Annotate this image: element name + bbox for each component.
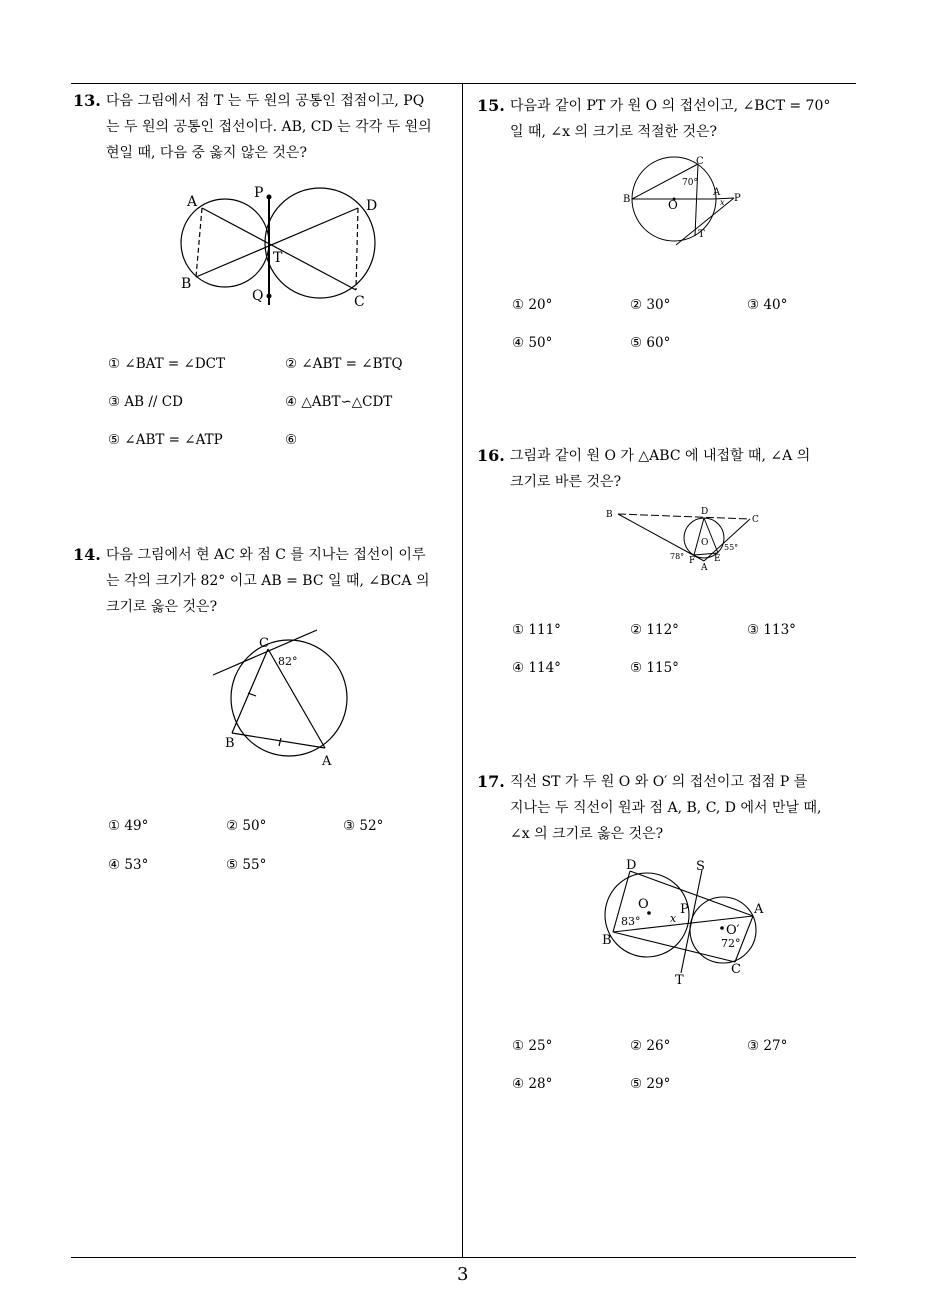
q13-label-C: C [354, 294, 365, 310]
q14-option-5[interactable]: ⑤ 55° [226, 857, 267, 873]
q17-angle-72: 72° [721, 937, 741, 950]
q17-angle-83: 83° [621, 915, 641, 928]
q14-angle: 82° [278, 655, 298, 668]
q13-line2: 는 두 원의 공통인 접선이다. AB, CD 는 각각 두 원의 [106, 119, 432, 135]
q13-left-circle [181, 199, 269, 287]
q14-label-A: A [322, 754, 332, 769]
q16-option-5[interactable]: ⑤ 115° [630, 660, 679, 676]
q17-label-x: x [670, 912, 677, 925]
page-number: 3 [457, 1264, 469, 1285]
q15-question [510, 93, 860, 145]
q13-number: 13. [73, 91, 101, 110]
q13-label-B: B [181, 276, 192, 292]
q16-question [510, 443, 860, 495]
q14-tick-BA [279, 738, 281, 746]
q17-label-O2: O′ [726, 923, 740, 938]
q13-point-P [267, 195, 272, 200]
q15-line1: 다음과 같이 PT 가 원 O 의 접선이고, ∠BCT = 70° [510, 98, 831, 114]
q15-number: 15. [477, 96, 505, 115]
q15-label-P: P [734, 193, 741, 204]
q17-option-1[interactable]: ① 25° [512, 1038, 553, 1054]
q15-option-2[interactable]: ② 30° [630, 297, 671, 313]
q17-label-B: B [602, 933, 612, 948]
q13-label-A: A [187, 194, 198, 210]
q13-question [106, 88, 456, 166]
q15-label-A: A [713, 187, 721, 198]
q17-option-4[interactable]: ④ 28° [512, 1076, 553, 1092]
q15-label-O: O [668, 198, 678, 212]
q16-option-3[interactable]: ③ 113° [747, 622, 796, 638]
bottom-rule [71, 1257, 856, 1258]
q17-line-BC [613, 932, 735, 962]
q16-line2: 크기로 바른 것은? [510, 474, 622, 490]
q14-line3: 크기로 옳은 것은? [106, 599, 218, 615]
q16-number: 16. [477, 446, 505, 465]
q13-option-4[interactable]: ④ △ABT∽△CDT [285, 394, 393, 410]
q13-label-D: D [366, 198, 378, 214]
q14-line1: 다음 그림에서 현 AC 와 점 C 를 지나는 접선이 이루 [106, 547, 426, 563]
q16-angle-78: 78° [670, 552, 685, 561]
q13-option-1[interactable]: ① ∠BAT = ∠DCT [108, 356, 226, 372]
q15-angle: 70° [682, 178, 698, 188]
column-divider [462, 83, 463, 1258]
top-rule [71, 83, 856, 84]
q13-line-AC [202, 208, 356, 290]
q15-option-1[interactable]: ① 20° [512, 297, 553, 313]
q14-option-3[interactable]: ③ 52° [343, 818, 384, 834]
q16-seg-DF [694, 518, 704, 555]
q17-option-5[interactable]: ⑤ 29° [630, 1076, 671, 1092]
q13-chord-AB [196, 208, 202, 277]
q14-question [106, 542, 456, 620]
q16-option-1[interactable]: ① 111° [512, 622, 561, 638]
q14-label-C: C [259, 636, 269, 651]
q15-option-3[interactable]: ③ 40° [747, 297, 788, 313]
q16-line1: 그림과 같이 원 O 가 △ABC 에 내접할 때, ∠A 의 [510, 448, 811, 464]
q13-option-6[interactable]: ⑥ [285, 432, 298, 448]
q14-number: 14. [73, 545, 101, 564]
q17-center-O2 [720, 926, 724, 930]
q13-line1: 다음 그림에서 점 T 는 두 원의 공통인 접점이고, PQ [106, 93, 425, 109]
q14-option-1[interactable]: ① 49° [108, 818, 149, 834]
q13-option-5[interactable]: ⑤ ∠ABT = ∠ATP [108, 432, 223, 448]
q13-option-2[interactable]: ② ∠ABT = ∠BTQ [285, 356, 403, 372]
q16-label-C: C [752, 515, 759, 525]
q14-option-4[interactable]: ④ 53° [108, 857, 149, 873]
q13-line3: 현일 때, 다음 중 옳지 않은 것은? [106, 145, 307, 161]
q17-option-3[interactable]: ③ 27° [747, 1038, 788, 1054]
q17-label-A: A [754, 902, 764, 917]
q15-label-T: T [698, 229, 705, 240]
q17-line3: ∠x 의 크기로 옳은 것은? [510, 826, 664, 842]
q13-label-T: T [273, 250, 283, 266]
q17-label-O: O [638, 897, 649, 912]
q16-label-O: O [701, 538, 709, 548]
q16-label-A: A [701, 563, 708, 573]
q16-option-4[interactable]: ④ 114° [512, 660, 561, 676]
q13-label-Q: Q [252, 288, 264, 304]
q17-label-D: D [626, 858, 637, 873]
q16-side-BA [618, 514, 704, 561]
q17-line1: 직선 ST 가 두 원 O 와 O′ 의 접선이고 접점 P 를 [510, 774, 808, 790]
q15-label-B: B [623, 194, 631, 205]
q14-label-B: B [225, 736, 235, 751]
q15-figure [620, 152, 750, 252]
q17-label-C: C [731, 962, 741, 977]
q15-option-4[interactable]: ④ 50° [512, 335, 553, 351]
q14-figure [205, 625, 355, 775]
q15-label-x: x [720, 198, 725, 207]
q16-label-E: E [714, 554, 721, 564]
q16-label-B: B [606, 510, 613, 520]
q17-label-T: T [675, 973, 684, 988]
q17-label-P: P [680, 902, 689, 917]
q15-line2: 일 때, ∠x 의 크기로 적절한 것은? [510, 124, 718, 140]
q15-label-C: C [696, 156, 704, 167]
q13-label-P: P [254, 185, 264, 201]
q13-right-circle [265, 188, 378, 298]
q17-question [510, 769, 860, 847]
q13-chord-CD [356, 208, 358, 290]
q14-line2: 는 각의 크기가 82° 이고 AB = BC 일 때, ∠BCA 의 [106, 573, 430, 589]
q17-tangent-ST [681, 870, 702, 973]
q16-label-D: D [701, 507, 709, 517]
q14-option-2[interactable]: ② 50° [226, 818, 267, 834]
q17-label-S: S [696, 859, 705, 874]
q17-option-2[interactable]: ② 26° [630, 1038, 671, 1054]
q17-number: 17. [477, 772, 505, 791]
q17-figure [598, 855, 778, 990]
q14-tick-CB [248, 693, 256, 696]
q16-side-CA [704, 519, 750, 561]
q15-chord-CT [695, 164, 698, 236]
q16-option-2[interactable]: ② 112° [630, 622, 679, 638]
q15-option-5[interactable]: ⑤ 60° [630, 335, 671, 351]
q16-figure [600, 503, 770, 573]
q15-tangent-PT [676, 198, 734, 245]
q13-figure [170, 180, 390, 310]
q16-angle-55: 55° [724, 543, 739, 552]
q17-line2: 지나는 두 직선이 원과 점 A, B, C, D 에서 만날 때, [510, 800, 822, 816]
q14-chord-CB [232, 649, 268, 733]
q16-label-F: F [689, 556, 696, 566]
q13-point-Q [267, 294, 272, 299]
q16-side-BC [618, 514, 750, 519]
q13-option-3[interactable]: ③ AB // CD [108, 394, 183, 410]
